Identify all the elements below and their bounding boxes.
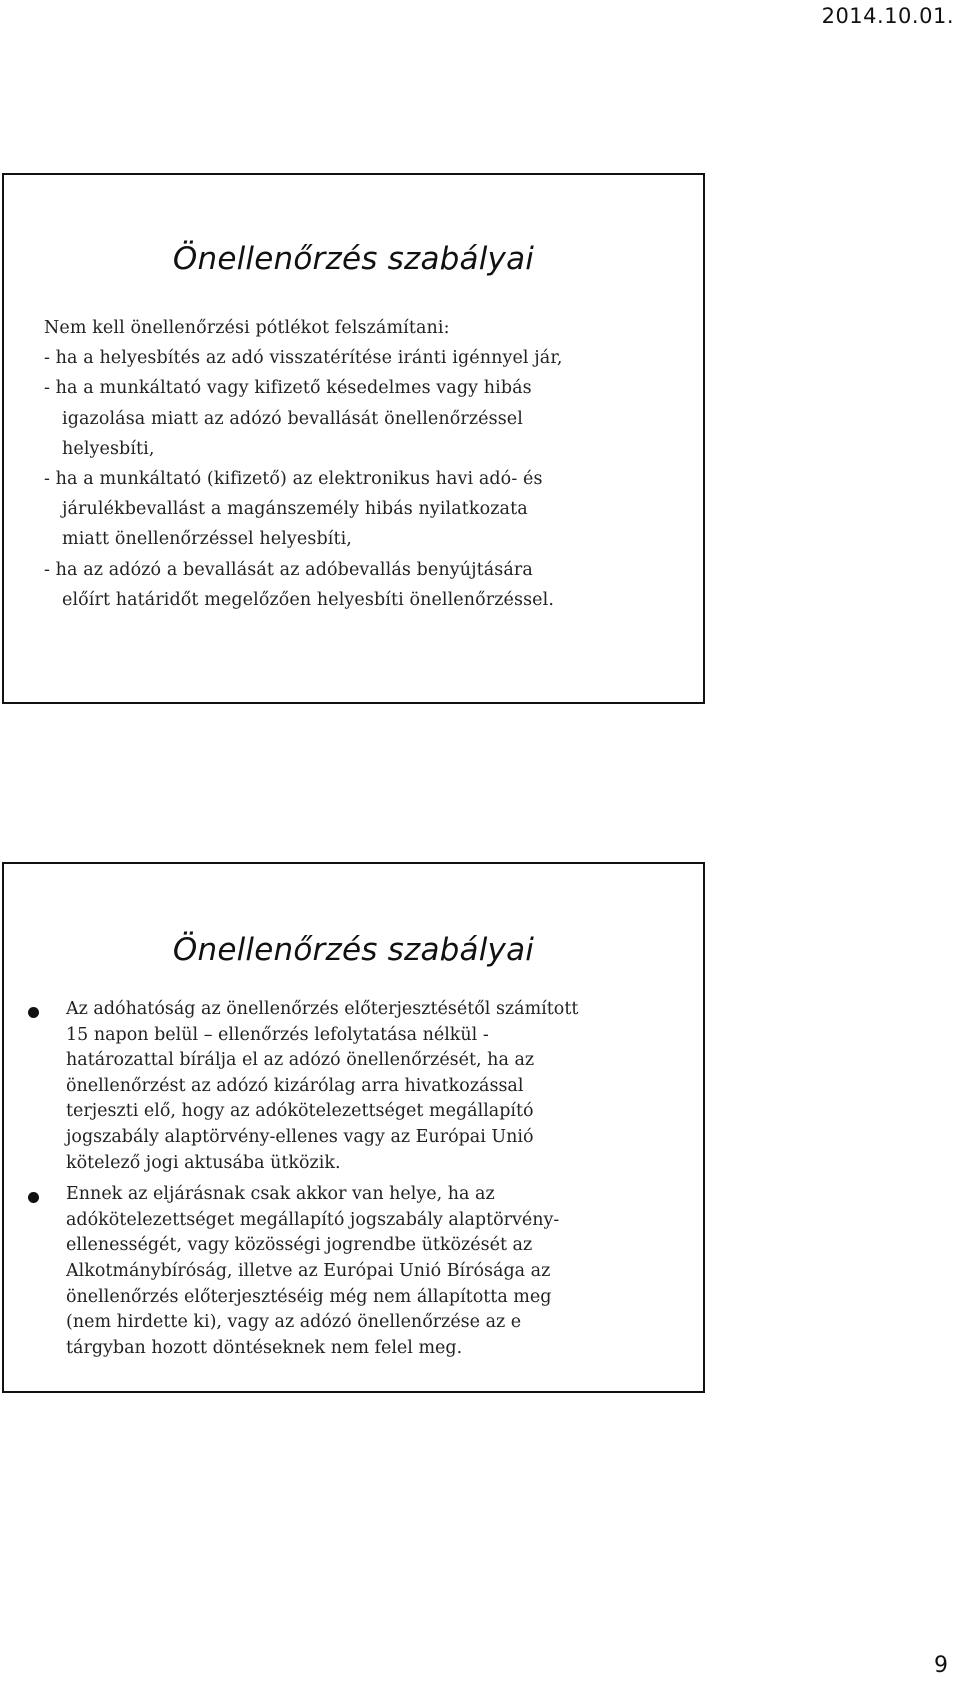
bullet-line: 15 napon belül – ellenőrzés lefolytatása nélkül - [66,1024,489,1045]
slide-1-line: miatt önellenőrzéssel helyesbíti, [62,529,352,550]
slide-1-line: igazolása miatt az adózó bevallását önellenőrzéssel [62,408,523,429]
header-date: 2014.10.01. [821,4,954,28]
slide-1-line: Nem kell önellenőrzési pótlékot felszámítani: [44,318,450,338]
bullet-dot-icon [28,1192,39,1203]
slide-1-title: Önellenőrzés szabályai [172,241,535,277]
bullet-line: jogszabály alaptörvény-ellenes vagy az Európai Unió [66,1126,534,1147]
slide-1 [2,173,705,704]
bullet-line: önellenőrzés előterjesztéséig még nem állapította meg [66,1286,552,1307]
bullet-item [28,1182,697,1361]
slide-1-line: - ha a munkáltató vagy kifizető késedelmes vagy hibás [44,378,532,399]
bullet-line: tárgyban hozott döntéseknek nem felel meg. [66,1337,463,1358]
bullet-line: kötelező jogi aktusába ütközik. [66,1152,341,1173]
slide-1-line: - ha a helyesbítés az adó visszatérítése iránti igénnyel jár, [44,348,563,369]
slide-1-line: helyesbíti, [62,438,155,459]
slide-2-title: Önellenőrzés szabályai [172,932,535,968]
bullet-line: (nem hirdette ki), vagy az adózó önellenőrzése az e [66,1312,522,1333]
slide-1-line: - ha az adózó a bevallását az adóbevallás benyújtására [44,559,533,580]
bullet-line: Ennek az eljárásnak csak akkor van helye, ha az [66,1184,495,1205]
bullet-line: adókötelezettséget megállapító jogszabály alaptörvény- [66,1209,560,1230]
bullet-line: terjeszti elő, hogy az adókötelezettséget megállapító [66,1101,534,1122]
bullet-item [28,997,697,1176]
slide-1-line: - ha a munkáltató (kifizető) az elektronikus havi adó- és [44,469,543,490]
bullet-line: Alkotmánybíróság, illetve az Európai Unió Bírósága az [66,1260,551,1281]
slide-2-bullet-list [28,997,697,1367]
slide-1-line: járulékbevallást a magánszemély hibás nyilatkozata [62,499,528,520]
page-number: 9 [934,1653,948,1678]
slide-1-body [44,313,693,615]
bullet-line: Az adóhatóság az önellenőrzés előterjesztésétől számított [66,999,579,1019]
bullet-line: határozattal bírálja el az adózó önellenőrzését, ha az [66,1050,535,1071]
bullet-dot-icon [28,1007,39,1018]
slide-2 [2,862,705,1393]
bullet-line: ellenességét, vagy közösségi jogrendbe ütközését az [66,1235,533,1256]
slide-1-line: előírt határidőt megelőzően helyesbíti önellenőrzéssel. [62,589,554,610]
bullet-line: önellenőrzést az adózó kizárólag arra hivatkozással [66,1075,524,1096]
